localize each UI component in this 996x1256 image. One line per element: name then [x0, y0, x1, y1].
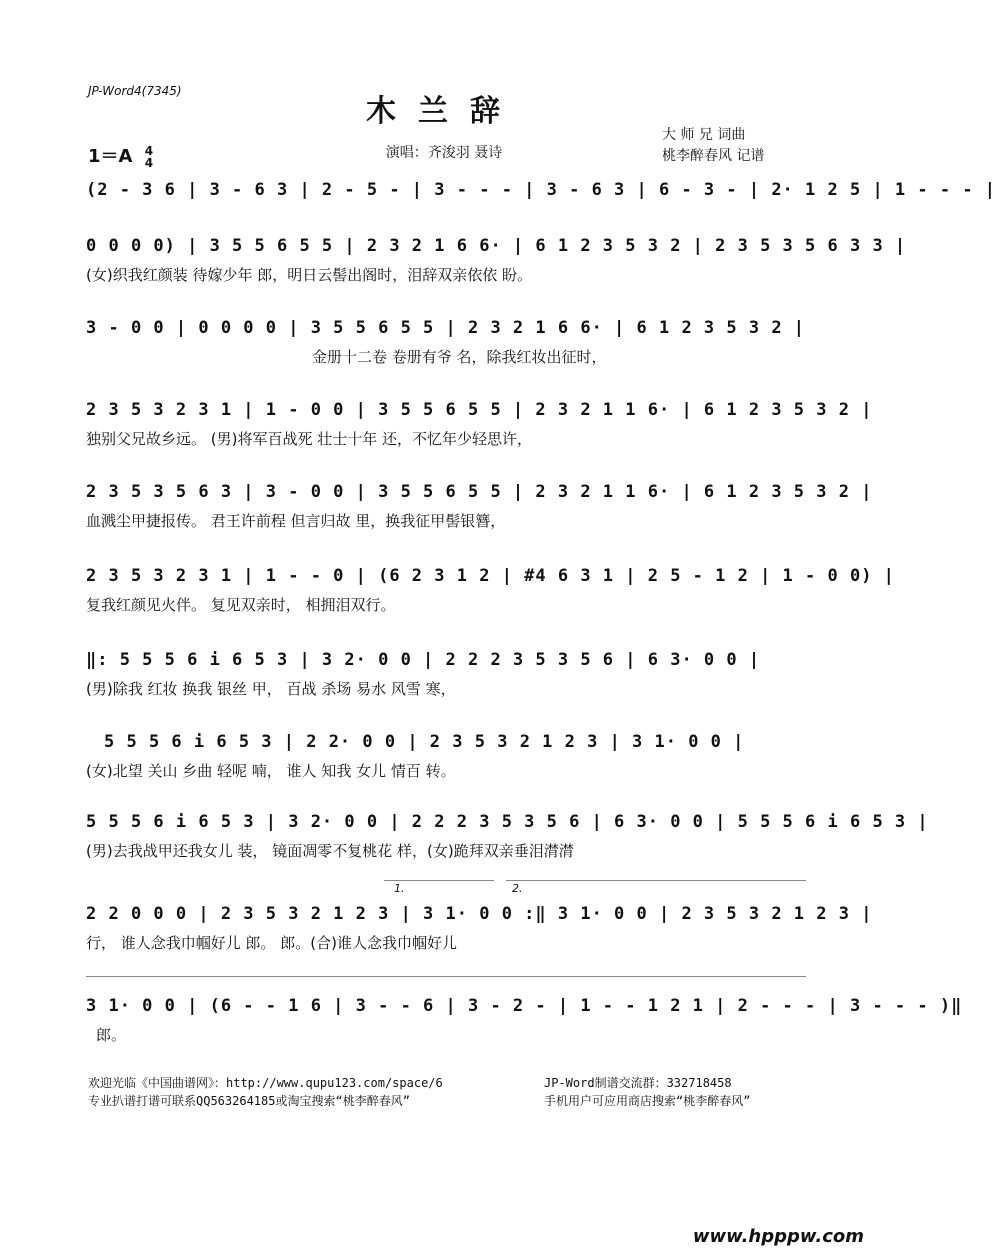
notation-row-5: 2 3 5 3 5 6 3 | 3 - 0 0 | 3 5 5 6 5 5 | 2 3 2 1 1 6· | 6 1 2 3 5 3 2 | [86, 482, 873, 502]
lyric-row-7: (男)除我 红妆 换我 银丝 甲， 百战 杀场 易水 风雪 寒， [86, 680, 456, 698]
transcriber: 桃李醉春风 记谱 [662, 148, 765, 164]
lyric-row-4: 独别父兄故乡远。 (男)将军百战死 壮士十年 还，不忆年少轻思许， [86, 430, 533, 448]
notation-row-7: ‖: 5 5 5 6 i 6 5 3 | 3 2· 0 0 | 2 2 2 3 5 3 5 6 | 6 3· 0 0 | [86, 650, 761, 670]
lyric-row-11: 郎。 [96, 1026, 127, 1044]
first-ending-bracket [384, 880, 494, 881]
lyricist-composer: 大 师 兄 词曲 [662, 127, 746, 143]
notation-row-8: 5 5 5 6 i 6 5 3 | 2 2· 0 0 | 2 3 5 3 2 1 2 3 | 3 1· 0 0 | [104, 732, 745, 752]
footer-contact: 专业扒谱打谱可联系QQ563264185或淘宝搜索“桃李醉春风” [88, 1094, 410, 1108]
notation-row-6: 2 3 5 3 2 3 1 | 1 - - 0 | (6 2 3 1 2 | #4 6 3 1 | 2 5 - 1 2 | 1 - 0 0) | [86, 566, 895, 586]
notation-row-1: (2 - 3 6 | 3 - 6 3 | 2 - 5 - | 3 - - - | 3 - 6 3 | 6 - 3 - | 2· 1 2 5 | 1 - - - | [86, 180, 996, 200]
song-title: 木兰辞 [366, 94, 522, 129]
lyric-row-2: (女)织我红颜装 待嫁少年 郎，明日云髻出阁时，泪辞双亲依依 盼。 [86, 266, 533, 284]
lyric-row-9: (男)去我战甲还我女儿 装， 镜面凋零不复桃花 样，(女)跪拜双亲垂泪潸潸 [86, 842, 574, 860]
first-ending-label: 1. [394, 882, 405, 895]
lyric-row-3: 金册十二卷 卷册有爷 名，除我红妆出征时， [312, 348, 607, 366]
footer-app: 手机用户可应用商店搜索“桃李醉春风” [544, 1094, 751, 1108]
footer-website: 欢迎光临《中国曲谱网》：http://www.qupu123.com/space/6 [88, 1076, 443, 1090]
second-ending-bracket [506, 880, 806, 881]
lyric-row-6: 复我红颜见火伴。 复见双亲时， 相拥泪双行。 [86, 596, 396, 614]
key-label: 1＝A [88, 146, 133, 167]
notation-row-3: 3 - 0 0 | 0 0 0 0 | 3 5 5 6 5 5 | 2 3 2 1 6 6· | 6 1 2 3 5 3 2 | [86, 318, 806, 338]
footer-group: JP-Word制谱交流群：332718458 [544, 1076, 732, 1090]
tie-line [86, 976, 806, 977]
lyric-row-5: 血溅尘甲捷报传。 君王许前程 但言归故 里，换我征甲髻银簪， [86, 512, 506, 530]
watermark: www.hpppw.com [692, 1226, 864, 1247]
lyric-row-8: (女)北望 关山 乡曲 轻呢 喃， 谁人 知我 女儿 情百 转。 [86, 762, 456, 780]
notation-row-2: 0 0 0 0) | 3 5 5 6 5 5 | 2 3 2 1 6 6· | 6 1 2 3 5 3 2 | 2 3 5 3 5 6 3 3 | [86, 236, 907, 256]
second-ending-label: 2. [512, 882, 523, 895]
lyric-row-10: 行， 谁人念我巾帼好儿 郎。 郎。(合)谁人念我巾帼好儿 [86, 934, 458, 952]
notation-row-11: 3 1· 0 0 | (6 - - 1 6 | 3 - - 6 | 3 - 2 - | 1 - - 1 2 1 | 2 - - - | 3 - - - )‖ [86, 996, 963, 1016]
singers: 演唱：齐浚羽 聂诗 [385, 145, 503, 161]
time-signature-top: 4 [144, 144, 154, 158]
notation-row-10: 2 2 0 0 0 | 2 3 5 3 2 1 2 3 | 3 1· 0 0 :‖ 3 1· 0 0 | 2 3 5 3 2 1 2 3 | [86, 904, 873, 924]
software-label: JP-Word4(7345) [88, 84, 182, 98]
time-signature-bottom: 4 [144, 156, 154, 170]
notation-row-9: 5 5 5 6 i 6 5 3 | 3 2· 0 0 | 2 2 2 3 5 3 5 6 | 6 3· 0 0 | 5 5 5 6 i 6 5 3 | [86, 812, 929, 832]
notation-row-4: 2 3 5 3 2 3 1 | 1 - 0 0 | 3 5 5 6 5 5 | 2 3 2 1 1 6· | 6 1 2 3 5 3 2 | [86, 400, 873, 420]
